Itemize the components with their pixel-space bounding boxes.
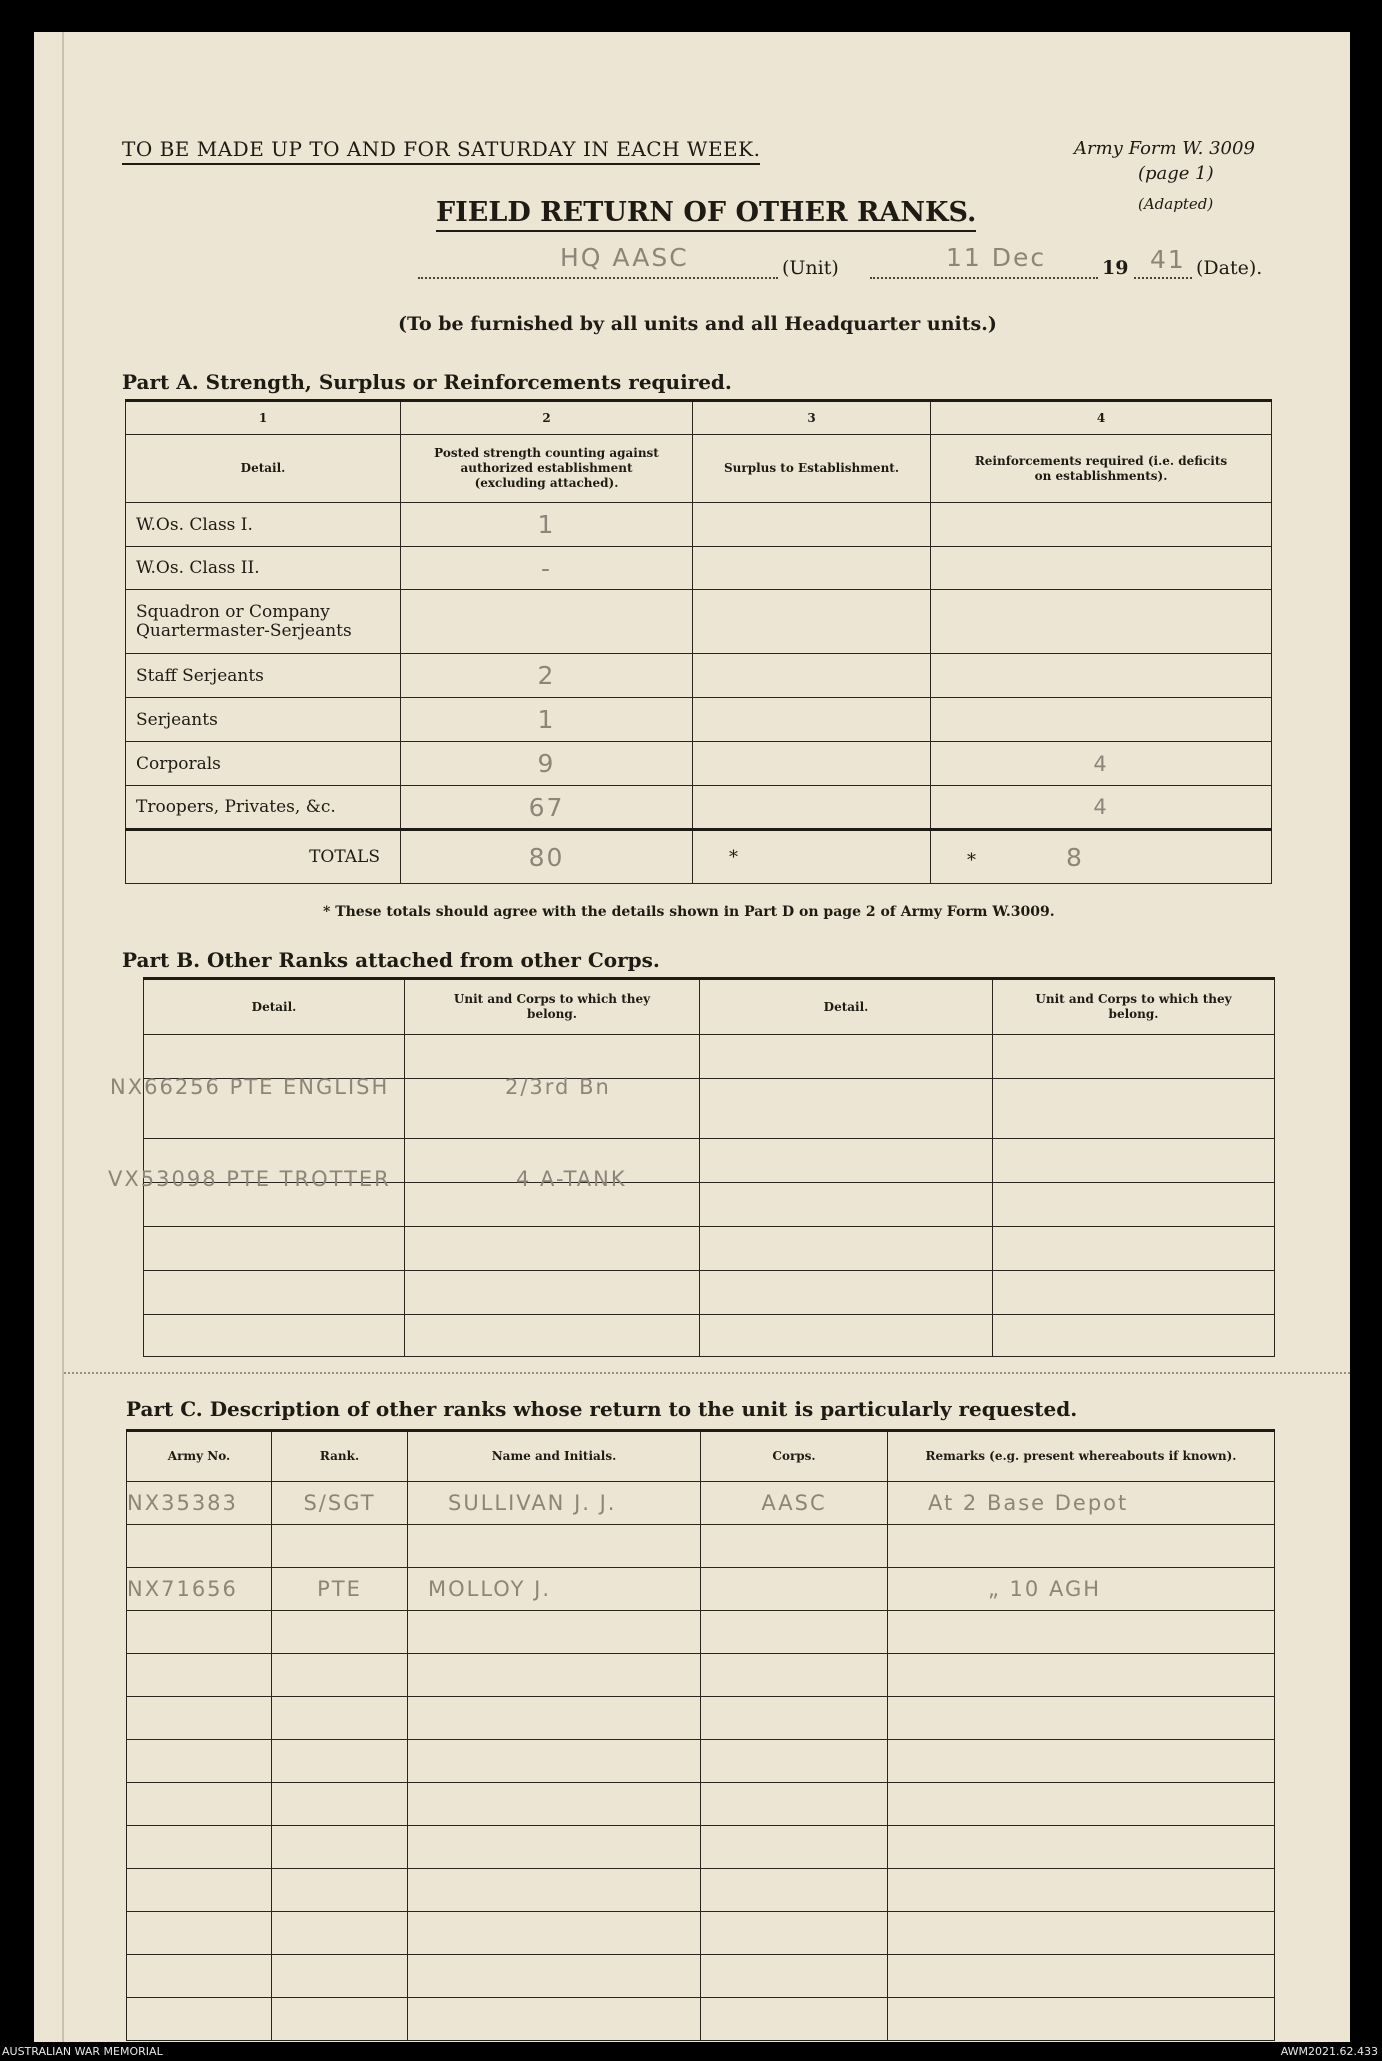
remarks-cell (888, 1826, 1275, 1869)
remarks-cell (888, 1955, 1275, 1998)
rank-cell: S/SGT (272, 1482, 408, 1525)
totals-surplus (693, 830, 931, 884)
row-label: Squadron or Company Quartermaster-Serjeants (126, 590, 401, 654)
name-cell (408, 1826, 701, 1869)
header-name: Name and Initials. (408, 1431, 701, 1482)
reinf-value (931, 547, 1272, 590)
form-number: Army Form W. 3009 (1074, 138, 1255, 159)
name-cell (408, 1697, 701, 1740)
reinf-value: 4 (931, 742, 1272, 786)
header-surplus: Surplus to Establishment. (693, 435, 931, 503)
header-reinforcements: Reinforcements required (i.e. deficits on establishments). (931, 435, 1272, 503)
detail-cell (144, 1035, 405, 1079)
row-label: Corporals (126, 742, 401, 786)
army-no-cell (127, 1611, 272, 1654)
year-dotted-line (1134, 277, 1192, 279)
unit-cell (993, 1227, 1275, 1271)
col-number: 2 (401, 401, 693, 435)
army-no-cell: NX71656 (127, 1568, 272, 1611)
name-cell: SULLIVAN J. J. (408, 1482, 701, 1525)
part-b-title: Part B. Other Ranks attached from other Corps. (122, 948, 660, 972)
posted-value: 67 (401, 786, 693, 830)
unit-cell (993, 1079, 1275, 1139)
part-a-table (125, 399, 1272, 884)
attached-detail: VX53098 PTE TROTTER (108, 1167, 391, 1191)
army-no-cell (127, 1783, 272, 1826)
name-cell (408, 1611, 701, 1654)
attached-unit: 4 A-TANK (516, 1167, 627, 1191)
name-cell (408, 1869, 701, 1912)
rank-cell (272, 1998, 408, 2041)
attached-detail: NX66256 PTE ENGLISH (110, 1075, 390, 1099)
posted-value: 2 (401, 654, 693, 698)
army-no-cell (127, 1826, 272, 1869)
header-detail: Detail. (700, 979, 993, 1035)
army-no-cell (127, 1912, 272, 1955)
col-number: 4 (931, 401, 1272, 435)
posted-value (401, 590, 693, 654)
detail-cell (700, 1271, 993, 1315)
remarks-cell (888, 1869, 1275, 1912)
posted-value: 9 (401, 742, 693, 786)
unit-cell (405, 1315, 700, 1357)
form-title: FIELD RETURN OF OTHER RANKS. (436, 197, 976, 232)
detail-cell (144, 1227, 405, 1271)
corps-cell (701, 1826, 888, 1869)
rank-cell (272, 1826, 408, 1869)
rank-cell (272, 1525, 408, 1568)
surplus-cell (693, 503, 931, 547)
name-cell (408, 1998, 701, 2041)
reinf-value: 4 (931, 786, 1272, 830)
name-cell (408, 1654, 701, 1697)
name-cell (408, 1955, 701, 1998)
corps-cell (701, 1568, 888, 1611)
part-a-footnote: * These totals should agree with the details shown in Part D on page 2 of Army Form W.3009. (323, 904, 1055, 920)
detail-cell (700, 1079, 993, 1139)
rank-cell (272, 1783, 408, 1826)
part-a-title: Part A. Strength, Surplus or Reinforcements required. (122, 370, 732, 394)
name-cell (408, 1783, 701, 1826)
army-no-cell (127, 1998, 272, 2041)
date-label: (Date). (1196, 257, 1263, 279)
surplus-cell (693, 698, 931, 742)
rank-cell (272, 1912, 408, 1955)
date-value: 11 Dec (946, 243, 1047, 272)
army-no-cell (127, 1697, 272, 1740)
unit-cell (993, 1315, 1275, 1357)
header-detail: Detail. (144, 979, 405, 1035)
header-rank: Rank. (272, 1431, 408, 1482)
corps-cell (701, 1869, 888, 1912)
rank-cell (272, 1654, 408, 1697)
header-posted-strength: Posted strength counting against authorized establishment (excluding attached). (401, 435, 693, 503)
header-corps: Corps. (701, 1431, 888, 1482)
detail-cell (700, 1315, 993, 1357)
corps-cell (701, 1697, 888, 1740)
corps-cell (701, 1740, 888, 1783)
detail-cell (700, 1139, 993, 1183)
unit-cell (405, 1271, 700, 1315)
remarks-cell (888, 1697, 1275, 1740)
remarks-cell (888, 1783, 1275, 1826)
corps-cell (701, 1955, 888, 1998)
detail-cell (700, 1035, 993, 1079)
unit-value: HQ AASC (560, 243, 689, 272)
date-dotted-line (870, 277, 1098, 279)
rank-cell (272, 1869, 408, 1912)
row-label: W.Os. Class II. (126, 547, 401, 590)
corps-cell (701, 1525, 888, 1568)
remarks-cell (888, 1525, 1275, 1568)
posted-value: 1 (401, 503, 693, 547)
surplus-cell (693, 742, 931, 786)
reinf-value (931, 698, 1272, 742)
rank-cell (272, 1955, 408, 1998)
unit-cell (993, 1271, 1275, 1315)
adapted-note: (Adapted) (1138, 195, 1214, 213)
unit-cell (993, 1139, 1275, 1183)
posted-value: 1 (401, 698, 693, 742)
header-remarks: Remarks (e.g. present whereabouts if known). (888, 1431, 1275, 1482)
army-no-cell (127, 1525, 272, 1568)
remarks-cell (888, 1998, 1275, 2041)
row-label: Staff Serjeants (126, 654, 401, 698)
header-army-no: Army No. (127, 1431, 272, 1482)
corps-cell (701, 1998, 888, 2041)
attached-unit: 2/3rd Bn (505, 1075, 611, 1099)
part-c-table (126, 1429, 1275, 2041)
rank-cell: PTE (272, 1568, 408, 1611)
page-number: (page 1) (1138, 163, 1214, 184)
header-detail: Detail. (126, 435, 401, 503)
reinf-value (931, 590, 1272, 654)
totals-label: TOTALS (126, 830, 401, 884)
remarks-cell (888, 1912, 1275, 1955)
row-label: Troopers, Privates, &c. (126, 786, 401, 830)
detail-cell (144, 1315, 405, 1357)
name-cell (408, 1525, 701, 1568)
army-no-cell (127, 1869, 272, 1912)
year-prefix: 19 (1102, 257, 1129, 279)
corps-cell (701, 1611, 888, 1654)
part-c-title: Part C. Description of other ranks whose return to the unit is particularly requested. (126, 1397, 1078, 1421)
name-cell (408, 1740, 701, 1783)
corps-cell (701, 1783, 888, 1826)
rank-cell (272, 1697, 408, 1740)
corps-cell: AASC (701, 1482, 888, 1525)
unit-cell (993, 1183, 1275, 1227)
army-no-cell: NX35383 (127, 1482, 272, 1525)
header-unit-corps: Unit and Corps to which they belong. (993, 979, 1275, 1035)
totals-marker: * (729, 846, 738, 868)
totals-posted: 80 (401, 830, 693, 884)
unit-cell (405, 1035, 700, 1079)
name-cell (408, 1912, 701, 1955)
unit-label: (Unit) (782, 257, 839, 279)
remarks-cell: At 2 Base Depot (888, 1482, 1275, 1525)
surplus-cell (693, 547, 931, 590)
remarks-cell (888, 1740, 1275, 1783)
unit-cell (993, 1035, 1275, 1079)
army-no-cell (127, 1955, 272, 1998)
surplus-cell (693, 654, 931, 698)
army-no-cell (127, 1654, 272, 1697)
army-no-cell (127, 1740, 272, 1783)
rank-cell (272, 1611, 408, 1654)
unit-dotted-line (418, 277, 778, 279)
name-cell: MOLLOY J. (408, 1568, 701, 1611)
remarks-cell: „ 10 AGH (888, 1568, 1275, 1611)
totals-reinf (931, 830, 1272, 884)
header-unit-corps: Unit and Corps to which they belong. (405, 979, 700, 1035)
surplus-cell (693, 590, 931, 654)
reinf-value (931, 654, 1272, 698)
unit-cell (405, 1227, 700, 1271)
row-label: W.Os. Class I. (126, 503, 401, 547)
archive-caption-left: AUSTRALIAN WAR MEMORIAL (2, 2045, 163, 2058)
detail-cell (144, 1271, 405, 1315)
instruction-line: TO BE MADE UP TO AND FOR SATURDAY IN EACH WEEK. (122, 137, 760, 165)
corps-cell (701, 1654, 888, 1697)
detail-cell (700, 1227, 993, 1271)
rank-cell (272, 1740, 408, 1783)
corps-cell (701, 1912, 888, 1955)
detail-cell (700, 1183, 993, 1227)
fold-line (62, 32, 64, 2042)
subtitle: (To be furnished by all units and all Headquarter units.) (398, 313, 997, 335)
totals-marker: * (967, 849, 976, 871)
totals-reinf-value: 8 (1066, 842, 1084, 872)
reinf-value (931, 503, 1272, 547)
col-number: 1 (126, 401, 401, 435)
col-number: 3 (693, 401, 931, 435)
surplus-cell (693, 786, 931, 830)
year-value: 41 (1150, 245, 1186, 274)
remarks-cell (888, 1654, 1275, 1697)
perforation-line (64, 1372, 1350, 1374)
row-label: Serjeants (126, 698, 401, 742)
posted-value: - (401, 547, 693, 590)
remarks-cell (888, 1611, 1275, 1654)
archive-caption-right: AWM2021.62.433 (1280, 2045, 1378, 2058)
